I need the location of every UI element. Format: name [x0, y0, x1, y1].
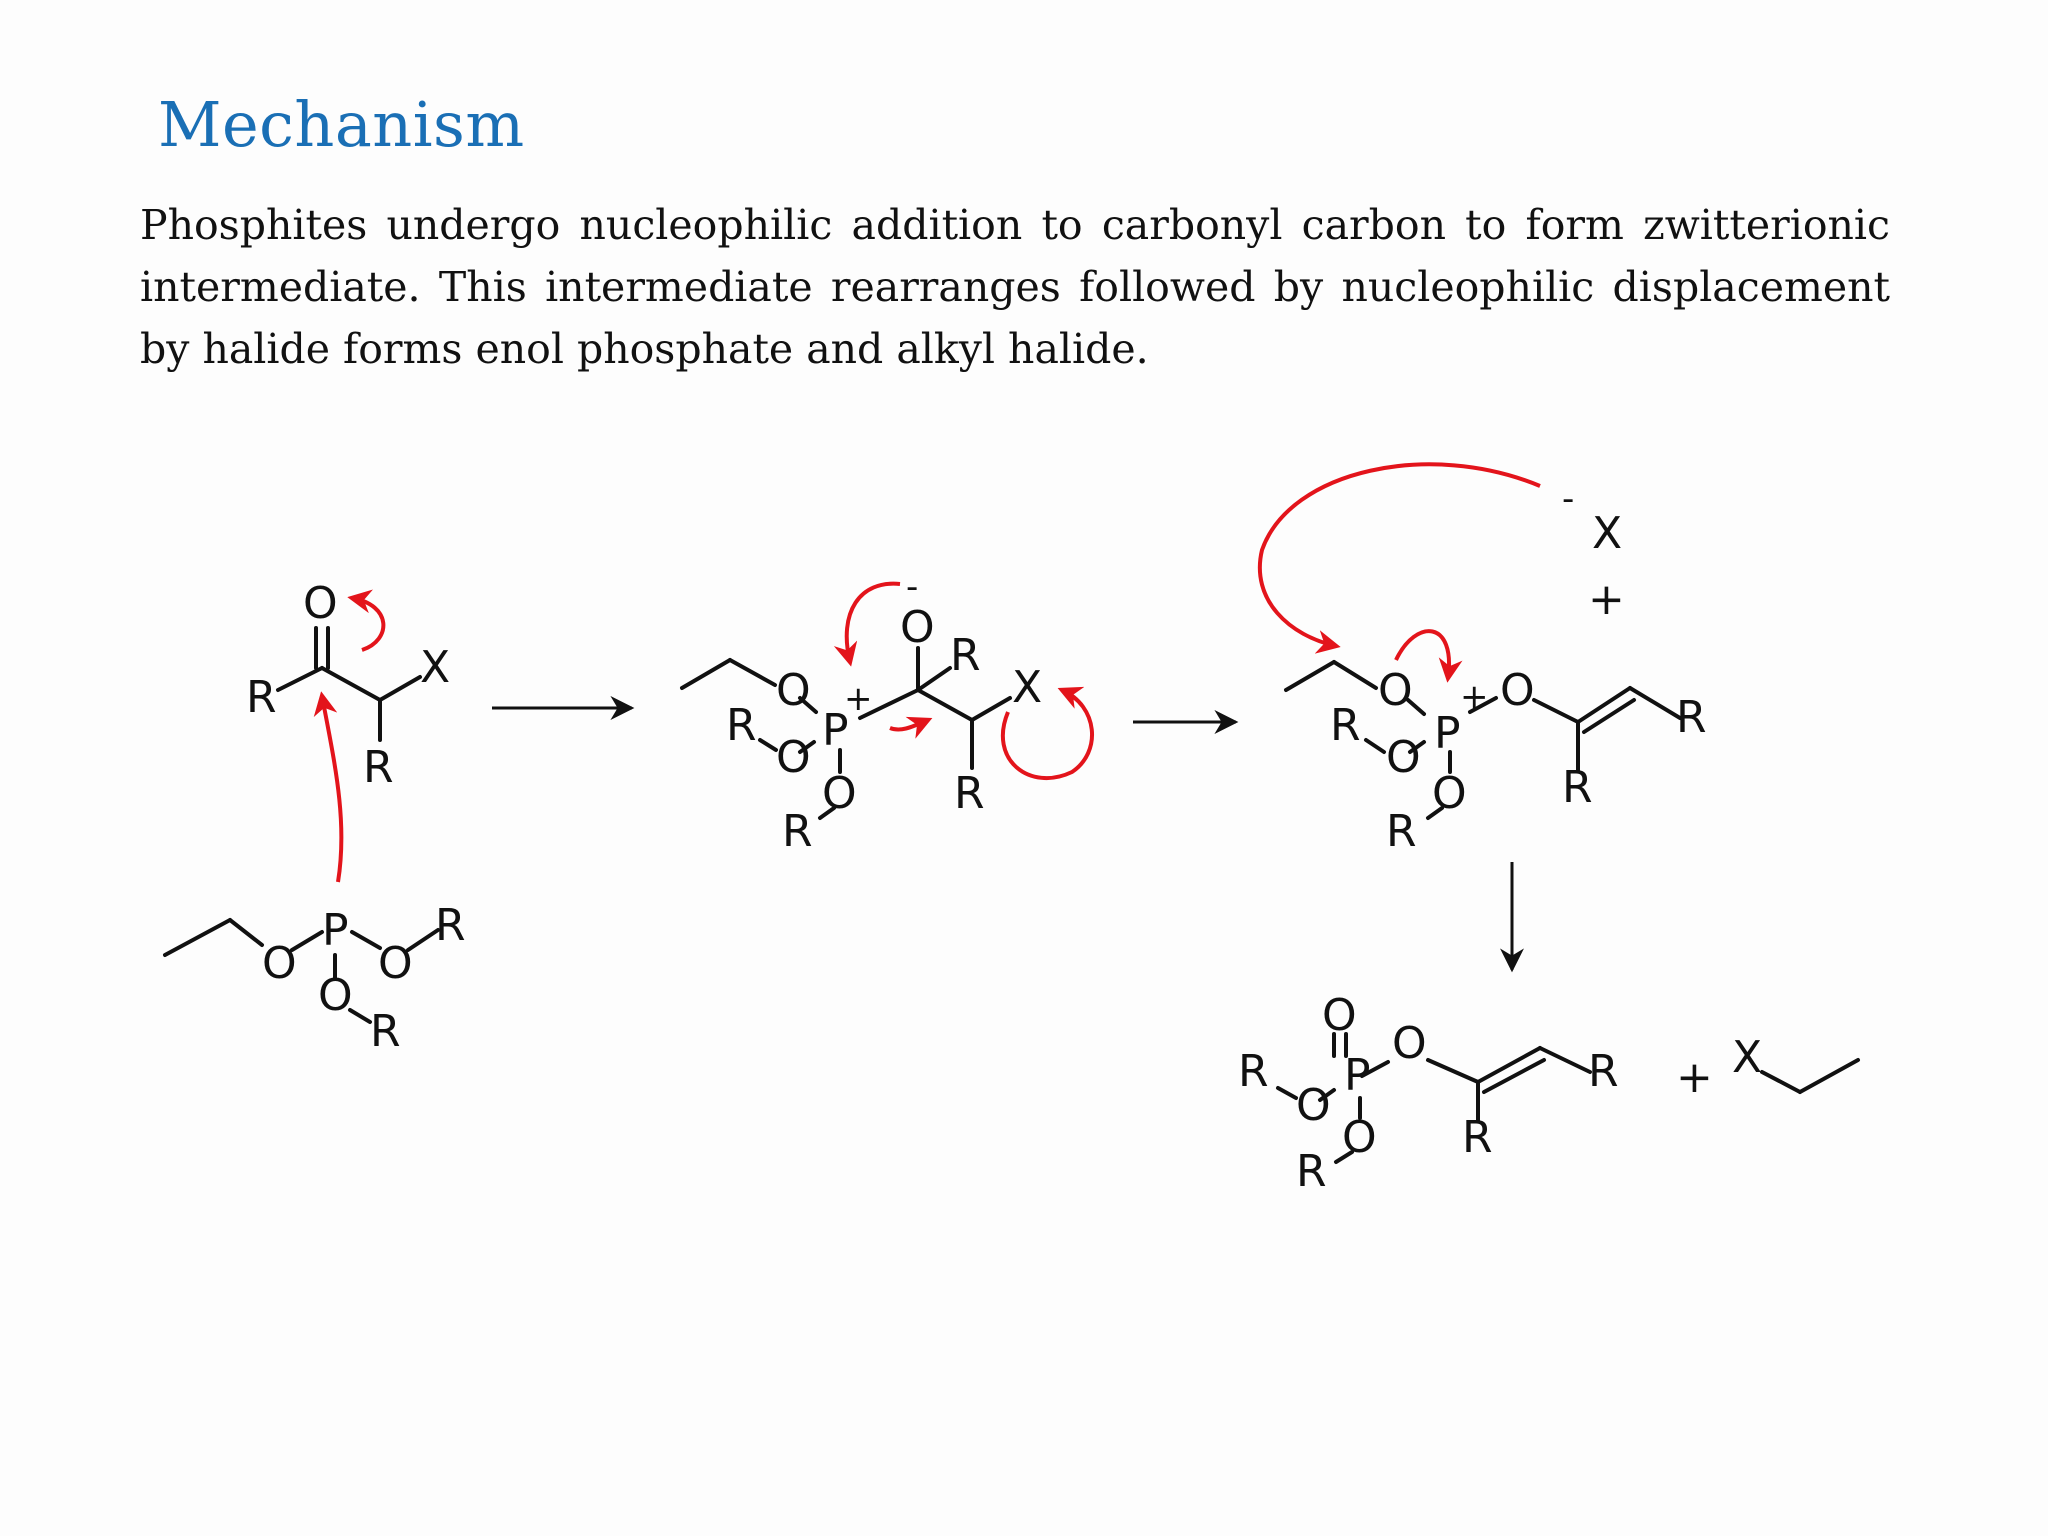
atom-x: X [1012, 662, 1043, 713]
atom-o: O [303, 578, 338, 629]
enol-phosphate-product [1238, 990, 1619, 1197]
atom-r: R [726, 700, 757, 751]
atom-r: R [1296, 1146, 1327, 1197]
atom-p: P [1434, 708, 1461, 759]
atom-r: R [1330, 700, 1361, 751]
atom-o: O [1342, 1112, 1377, 1163]
mechanism-description: Phosphites undergo nucleophilic addition to carbonyl carbon to form zwitterionic intermediate. This intermediate rearranges followed by nucleophilic displacement by halide forms enol phosphate and alkyl halide. [140, 201, 1890, 373]
atom-o: O [1500, 665, 1535, 716]
atom-r: R [954, 768, 985, 819]
plus-sign: + [1588, 574, 1625, 625]
atom-x: X [1732, 1032, 1763, 1083]
atom-r: R [370, 1006, 401, 1057]
zwitterion-intermediate [682, 567, 1092, 857]
haloketone-structure [246, 578, 450, 882]
phosphite-structure [165, 900, 466, 1057]
atom-o: O [378, 938, 413, 989]
atom-r: R [1386, 806, 1417, 857]
atom-r: R [1238, 1046, 1269, 1097]
atom-r: R [435, 900, 466, 951]
halide-x: X [1592, 508, 1623, 559]
atom-o: O [1432, 768, 1467, 819]
atom-r: R [1562, 762, 1593, 813]
phosphonium-intermediate [1260, 464, 1707, 857]
atom-o: O [1378, 665, 1413, 716]
alkyl-halide-product [1732, 1032, 1858, 1092]
atom-o: O [1296, 1080, 1331, 1131]
minus-charge: - [1562, 479, 1575, 519]
minus-charge: - [906, 567, 919, 607]
atom-r: R [950, 630, 981, 681]
atom-o: O [900, 602, 935, 653]
atom-o: O [318, 970, 353, 1021]
atom-o: O [1322, 990, 1357, 1041]
atom-p: P [1344, 1050, 1371, 1101]
atom-x: X [420, 642, 451, 693]
plus-charge: + [844, 679, 873, 719]
atom-o: O [262, 938, 297, 989]
atom-o: O [822, 768, 857, 819]
atom-o: O [1392, 1018, 1427, 1069]
atom-o: O [1386, 732, 1421, 783]
atom-p: P [822, 705, 849, 756]
plus-sign: + [1676, 1052, 1713, 1103]
slide-title: Mechanism [158, 88, 525, 161]
atom-r: R [1676, 692, 1707, 743]
atom-r: R [1588, 1046, 1619, 1097]
atom-r: R [782, 806, 813, 857]
atom-o: O [776, 665, 811, 716]
atom-r: R [1462, 1112, 1493, 1163]
plus-charge: + [1460, 677, 1489, 717]
atom-r: R [246, 672, 277, 723]
atom-o: O [776, 732, 811, 783]
atom-p: P [322, 905, 349, 956]
atom-r: R [363, 742, 394, 793]
